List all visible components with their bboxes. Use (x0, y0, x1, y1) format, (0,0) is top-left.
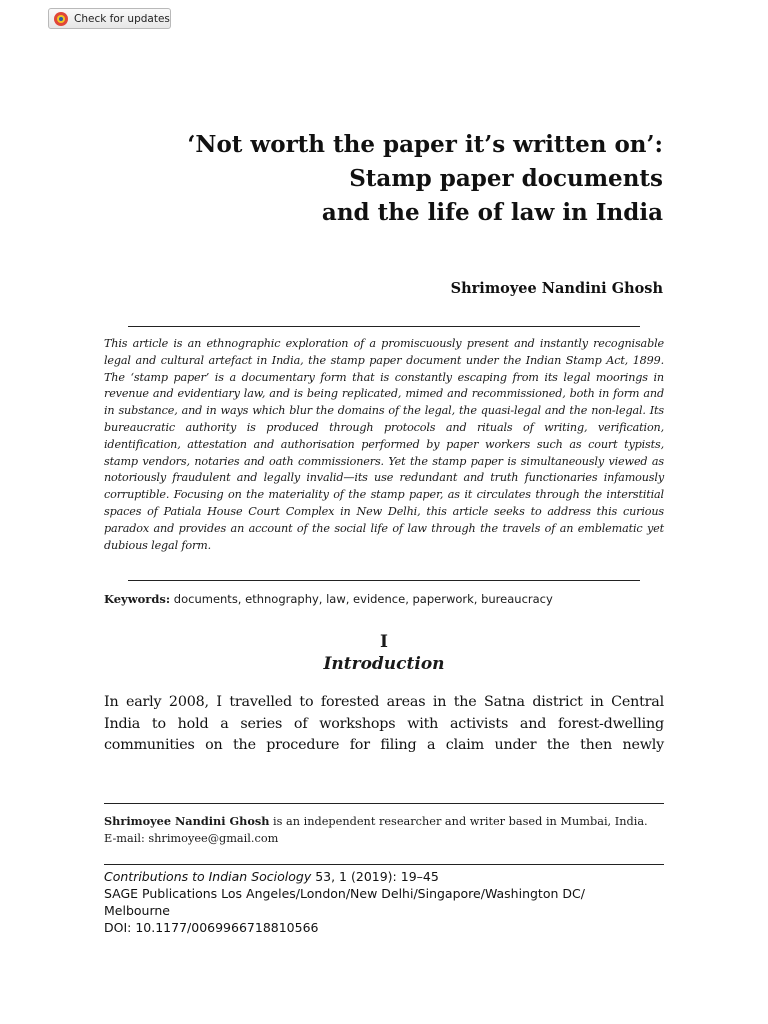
body-line: communities on the procedure for filing a claim under the then newly (104, 737, 664, 753)
publisher-line: SAGE Publications Los Angeles/London/New Delhi/Singapore/Washington DC/ (104, 886, 585, 901)
body-paragraph (104, 692, 664, 757)
footnote-email[interactable]: E-mail: shrimoyee@gmail.com (104, 832, 279, 845)
author-footnote (104, 813, 664, 847)
journal-citation (104, 868, 664, 885)
footnote-affiliation (104, 813, 664, 830)
article-title (103, 128, 663, 230)
abstract-bottom-rule (128, 580, 640, 581)
body-line: In early 2008, I travelled to forested areas in the Satna district in Central (104, 694, 664, 710)
title-line: Stamp paper documents (349, 165, 663, 192)
keywords-list: documents, ethnography, law, evidence, paperwork, bureaucracy (173, 592, 553, 606)
footnote-author-name: Shrimoyee Nandini Ghosh (104, 814, 270, 828)
publisher-line: Melbourne (104, 903, 170, 918)
journal-info (104, 868, 664, 936)
abstract-top-rule (128, 326, 640, 327)
journal-volume: 53, 1 (2019): 19–45 (311, 869, 439, 884)
title-line: ‘Not worth the paper it’s written on’: (187, 131, 663, 158)
crossmark-icon (54, 12, 68, 26)
footnote-affiliation-text: is an independent researcher and writer based in Mumbai, India. (269, 815, 648, 828)
abstract: This article is an ethnographic exploration of a promiscuously present and instantly recognisable legal and cultural artefact in India, the stamp paper document under the Indian Stamp Act, 1899. The ‘stamp paper’ is a documentary form that is constantly escaping from its legal moorings in revenue and evidentiary law, and is being replicated, mimed and recommissioned, both in form and in substance, and in ways which blur the domains of the legal, the quasi-legal and the non-legal. Its bureaucratic authority is produced through protocols and rituals of writing, verification, identification, attestation and authorisation performed by paper workers such as court typists, stamp vendors, notaries and oath commissioners. Yet the stamp paper is simultaneously viewed as notoriously fraudulent and legally invalid—its use redundant and truth functionaries infamously corruptible. Focusing on the materiality of the stamp paper, as it circulates through the interstitial spaces of Patiala House Court Complex in New Delhi, this article seeks to address this curious paradox and provides an account of the social life of law through the travels of an emblematic yet dubious legal form. (104, 337, 664, 552)
author-name: Shrimoyee Nandini Ghosh (450, 280, 663, 297)
check-for-updates-label: Check for updates (74, 12, 170, 25)
section-number: I (380, 632, 388, 652)
keywords-label: Keywords: (104, 592, 171, 606)
journal-rule (104, 864, 664, 865)
section-title: Introduction (323, 654, 445, 674)
journal-name: Contributions to Indian Sociology (104, 869, 312, 884)
title-line: and the life of law in India (321, 199, 663, 226)
doi[interactable]: DOI: 10.1177/0069966718810566 (104, 920, 319, 935)
keywords (104, 592, 553, 606)
footnote-rule (104, 803, 664, 804)
body-line: India to hold a series of workshops with activists and forest-dwelling (104, 715, 664, 732)
check-for-updates-button[interactable] (48, 8, 171, 29)
